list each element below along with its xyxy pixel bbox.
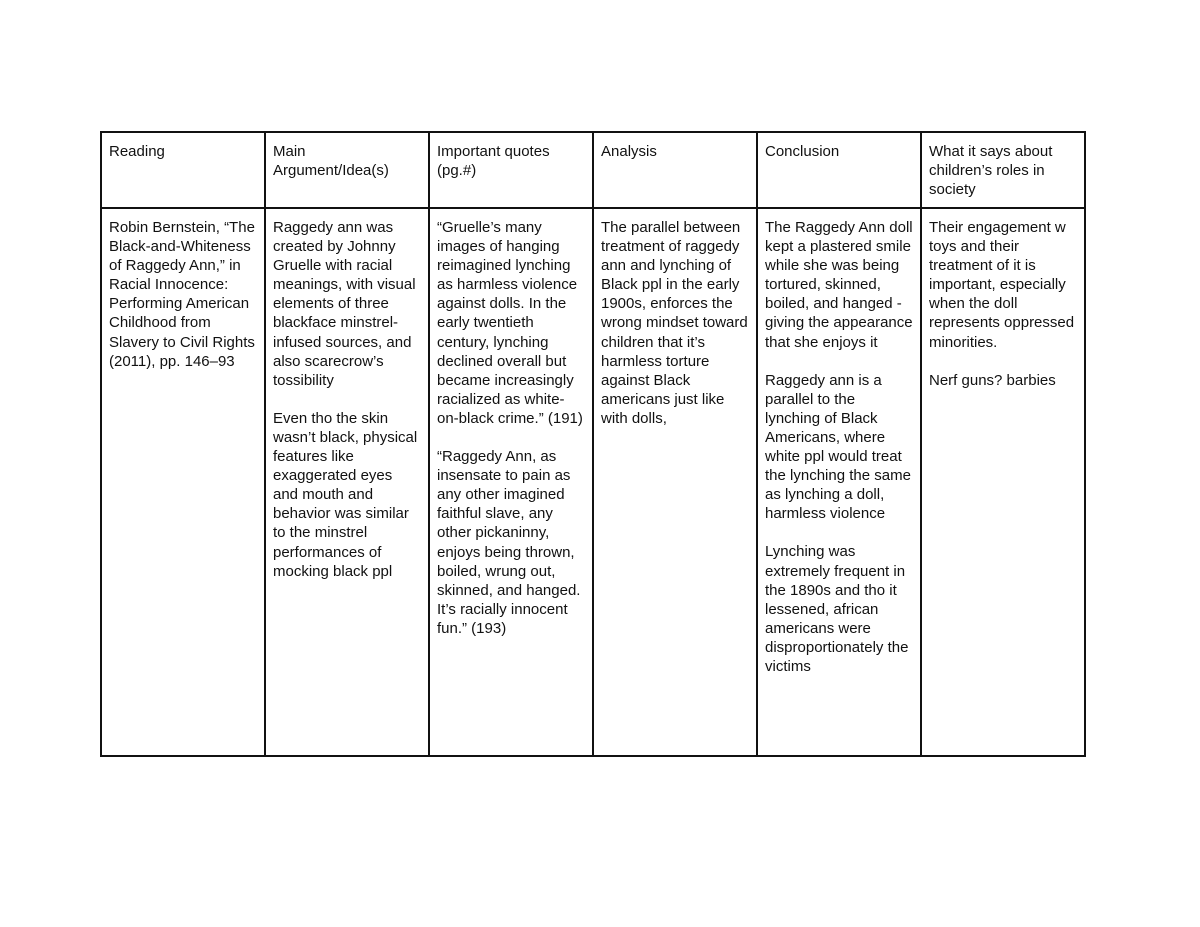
- quote-paragraph: “Raggedy Ann, as insensate to pain as any other imagined faithful slave, any other pickaninny, enjoys being thrown, boiled, wrung out, skinned, and hanged. It’s racially innocent fun.” (193): [437, 448, 581, 637]
- header-reading: Reading: [101, 132, 265, 208]
- header-conclusion: Conclusion: [757, 132, 921, 208]
- conclusion-paragraph: Raggedy ann is a parallel to the lynching of Black Americans, where white ppl would treat the lynching the same as lynching a doll, harmless violence: [765, 371, 911, 523]
- cell-conclusion: [757, 208, 921, 756]
- main-argument-paragraph: Even tho the skin wasn’t black, physical features like exaggerated eyes and mouth and behavior was similar to the minstrel performances of mocking black ppl: [273, 409, 418, 580]
- main-argument-paragraph: Raggedy ann was created by Johnny Gruelle with racial meanings, with visual elements of three blackface minstrel-infused sources, and also scarecrow’s tossibility: [273, 219, 416, 389]
- childrens-roles-paragraph: Their engagement w toys and their treatment of it is important, especially when the doll represents oppressed minorities.: [929, 219, 1075, 351]
- reading-citation: Robin Bernstein, “The Black-and-Whiteness of Raggedy Ann,” in Racial Innocence: Performing American Childhood from Slavery to Civil Rights (2011), pp. 146–93: [109, 219, 255, 370]
- table-row: [101, 208, 1085, 756]
- header-childrens-roles: What it says about children’s roles in society: [921, 132, 1085, 208]
- header-main-argument: Main Argument/Idea(s): [265, 132, 429, 208]
- childrens-roles-paragraph: Nerf guns? barbies: [929, 371, 1056, 389]
- reading-notes-table: [100, 131, 1086, 757]
- analysis-paragraph: The parallel between treatment of raggedy ann and lynching of Black ppl in the early 1900s, enforces the wrong mindset toward children that it’s harmless torture against Black americans just like with dolls,: [601, 219, 748, 427]
- header-analysis: Analysis: [593, 132, 757, 208]
- header-important-quotes: Important quotes (pg.#): [429, 132, 593, 208]
- conclusion-paragraph: Lynching was extremely frequent in the 1890s and tho it lessened, african americans were disproportionately the victims: [765, 543, 909, 675]
- cell-main-argument: [265, 208, 429, 756]
- cell-analysis: [593, 208, 757, 756]
- conclusion-paragraph: The Raggedy Ann doll kept a plastered smile while she was being tortured, skinned, boiled, and hanged - giving the appearance that she enjoys it: [765, 219, 913, 351]
- table-header-row: [101, 132, 1085, 208]
- cell-important-quotes: [429, 208, 593, 756]
- quote-paragraph: “Gruelle’s many images of hanging reimagined lynching as harmless violence against dolls. In the early twentieth century, lynching declined overall but became increasingly racialized as white-on-black crime.” (191): [437, 219, 583, 427]
- cell-reading: [101, 208, 265, 756]
- cell-childrens-roles: [921, 208, 1085, 756]
